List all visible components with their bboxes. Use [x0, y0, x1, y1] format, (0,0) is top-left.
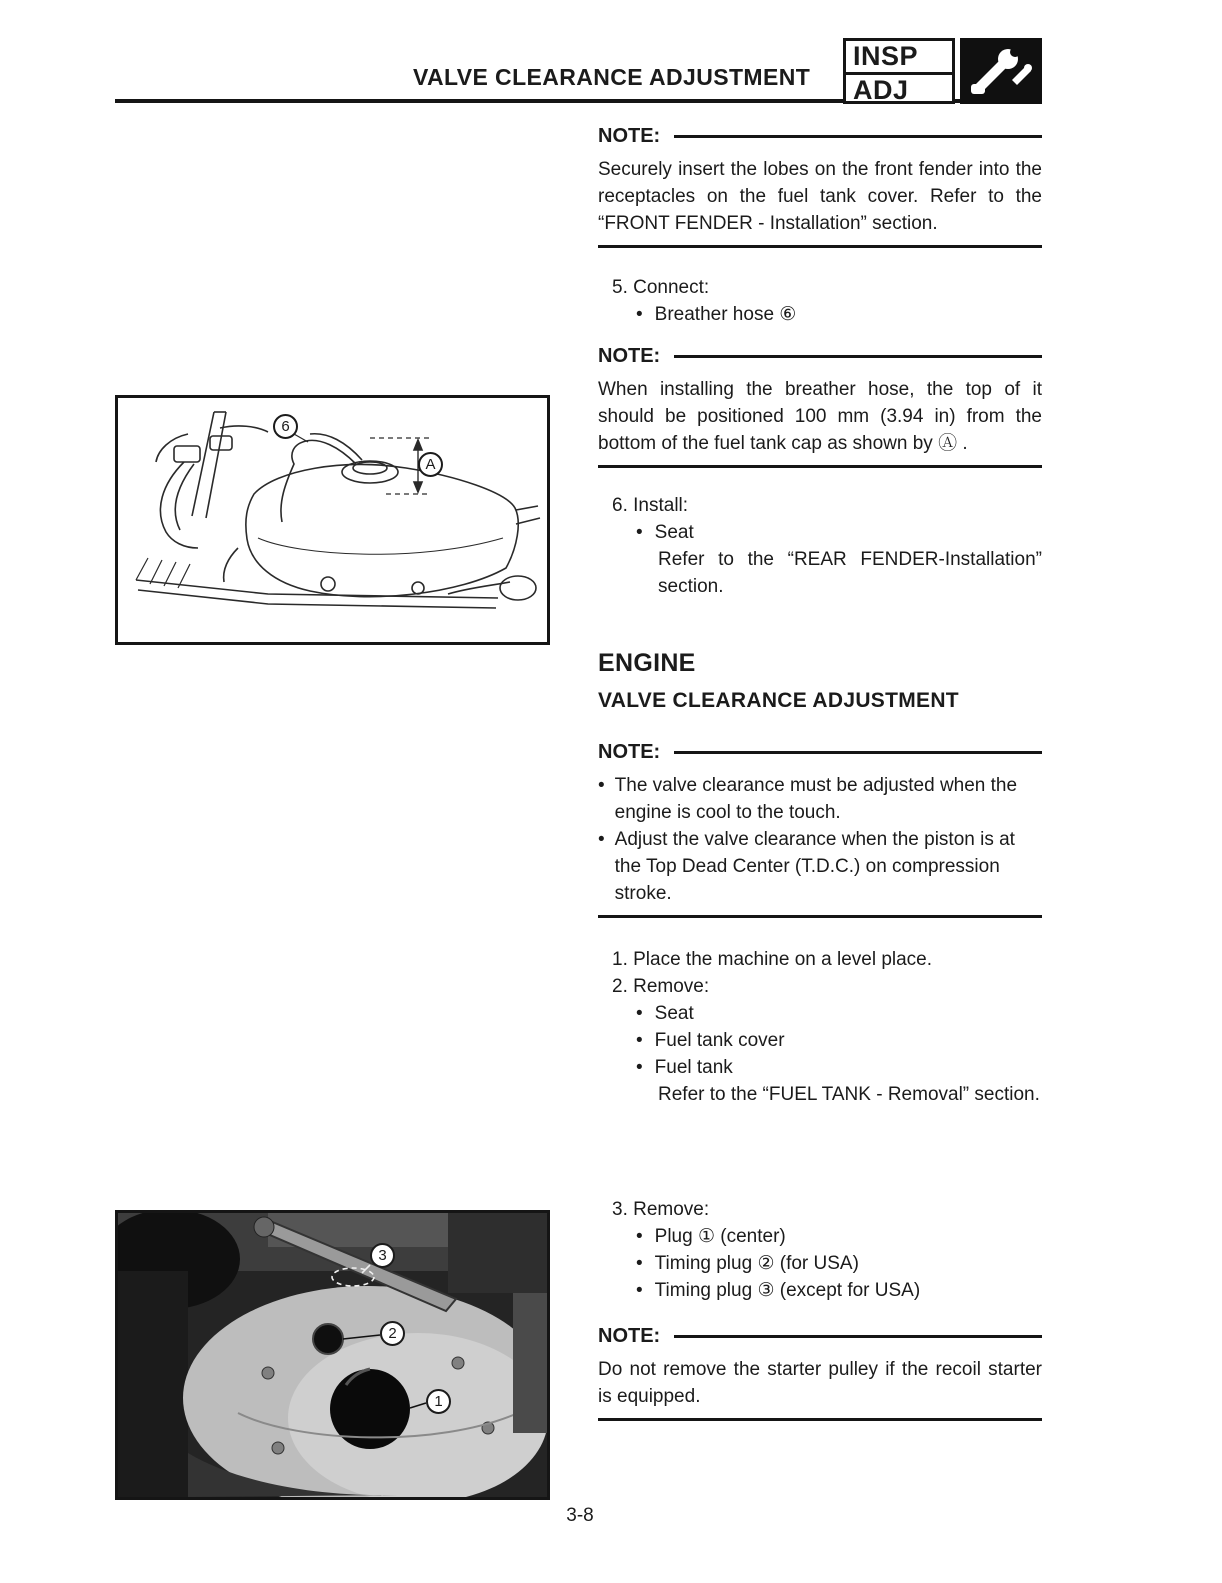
- list-item: • Fuel tank: [636, 1054, 1042, 1081]
- engine-photo-drawing: [118, 1213, 547, 1497]
- reference-text: Refer to the “REAR FENDER-Installation” section.: [658, 549, 1042, 597]
- figure-fuel-tank: [115, 395, 550, 645]
- step-title: 2. Remove:: [612, 976, 710, 997]
- badge-adj-label: ADJ: [853, 75, 909, 105]
- step-title: 6. Install:: [612, 495, 689, 516]
- step-5-connect: [598, 274, 1042, 328]
- note-end-rule: [598, 915, 1042, 918]
- note-rule: [674, 1335, 1042, 1338]
- section-badge: [843, 38, 1042, 104]
- section-heading-engine: ENGINE: [598, 649, 696, 677]
- note-label: NOTE:: [598, 344, 661, 367]
- note-breather-hose: [598, 342, 1042, 468]
- step-title: 5. Connect:: [612, 277, 710, 298]
- note-end-rule: [598, 465, 1042, 468]
- list-item: • Seat: [636, 1000, 1042, 1027]
- callout-timing-plug-3: 3: [370, 1243, 395, 1268]
- list-item: • Breather hose ⑥: [636, 301, 1042, 328]
- page-number: 3-8: [566, 1505, 594, 1526]
- badge-text-box: [843, 38, 955, 104]
- callout-timing-plug-2: 2: [380, 1321, 405, 1346]
- note-label: NOTE:: [598, 1324, 661, 1347]
- reference-text: Refer to the “FUEL TANK - Removal” section.: [658, 1084, 1040, 1105]
- note-rule: [674, 355, 1042, 358]
- step-3-remove: [598, 1196, 1042, 1304]
- callout-center-plug-1: 1: [426, 1389, 451, 1414]
- step-title: 3. Remove:: [612, 1199, 710, 1220]
- note-rule: [674, 751, 1042, 754]
- step-6-install: [598, 492, 1042, 600]
- list-item: • Timing plug ② (for USA): [636, 1250, 1042, 1277]
- page-title: VALVE CLEARANCE ADJUSTMENT: [413, 64, 811, 90]
- callout-breather-hose: 6: [273, 414, 298, 439]
- section-heading-valve-clearance: VALVE CLEARANCE ADJUSTMENT: [598, 689, 959, 712]
- text-column: [598, 122, 1042, 1421]
- note-label: NOTE:: [598, 124, 661, 147]
- list-item: • Plug ① (center): [636, 1223, 1042, 1250]
- note-text: When installing the breather hose, the top of it should be positioned 100 mm (3.94 in) from the bottom of the fuel tank cap as shown by Ⓐ .: [598, 379, 1042, 454]
- note-label: NOTE:: [598, 740, 661, 763]
- note-starter-pulley: [598, 1322, 1042, 1421]
- note-end-rule: [598, 1418, 1042, 1421]
- note-end-rule: [598, 245, 1042, 248]
- note-front-fender: [598, 122, 1042, 248]
- note-valve-clearance: [598, 738, 1042, 918]
- step-title: 1. Place the machine on a level place.: [612, 949, 933, 970]
- list-item: • Fuel tank cover: [636, 1027, 1042, 1054]
- figure-engine-plugs: [115, 1210, 550, 1500]
- list-item: • The valve clearance must be adjusted when the engine is cool to the touch.: [598, 772, 1042, 826]
- badge-insp-label: INSP: [846, 41, 952, 75]
- list-item: • Seat: [636, 519, 1042, 546]
- list-item: • Timing plug ③ (except for USA): [636, 1277, 1042, 1304]
- note-rule: [674, 135, 1042, 138]
- fuel-tank-drawing: [118, 398, 547, 642]
- steps-1-2: [598, 946, 1042, 1108]
- list-item: • Adjust the valve clearance when the piston is at the Top Dead Center (T.D.C.) on compression stroke.: [598, 826, 1042, 907]
- note-text: Securely insert the lobes on the front fender into the receptacles on the fuel tank cover. Refer to the “FRONT FENDER - Installation” section.: [598, 159, 1042, 234]
- callout-dimension-a: A: [418, 452, 443, 477]
- tools-icon: [960, 38, 1042, 104]
- note-text: Do not remove the starter pulley if the recoil starter is equipped.: [598, 1359, 1042, 1407]
